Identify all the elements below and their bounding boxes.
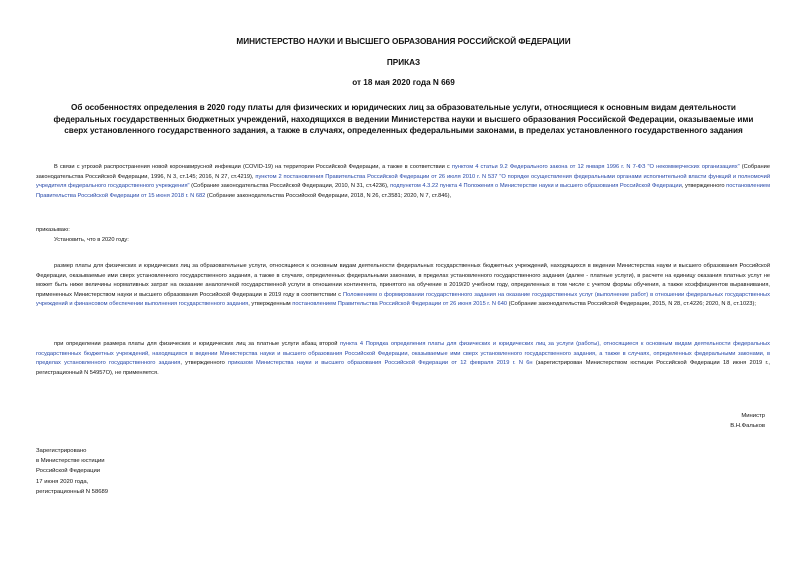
item-2-paragraph	[36, 340, 770, 378]
item-1-text-3: (Собрание законодательства Российской Федерации, 2015, N 28, ст.4226; 2020, N 8, ст.1023);	[507, 301, 756, 308]
link-resolution-682[interactable]: постановлением Правительства Российской Федерации от 15 июня 2018 г. N 682	[36, 183, 770, 199]
doc-type: ПРИКАЗ	[386, 58, 421, 67]
ministry-title: МИНИСТЕРСТВО НАУКИ И ВЫСШЕГО ОБРАЗОВАНИЯ РОССИЙСКОЙ ФЕДЕРАЦИИ	[236, 37, 571, 46]
doc-date-number: от 18 мая 2020 года N 669	[352, 78, 455, 87]
registration-line-2: в Министерстве юстиции	[36, 458, 105, 465]
registration-line-4: 17 июня 2020 года,	[36, 478, 89, 485]
item-2-text-3: (зарегистрирован Министерством юстиции Российской Федерации 18 июня 2019 г., регистрационный N 54957О), не применяется.	[36, 360, 770, 376]
establish-line: Установить, что в 2020 году:	[54, 237, 129, 243]
link-federal-law-7fz[interactable]: пунктом 4 статьи 9.2 Федерального закона от 12 января 1996 г. N 7-ФЗ "О некоммерческих организациях"	[451, 164, 740, 170]
signature-name: В.Н.Фальков	[730, 423, 765, 429]
link-regulation-state-task[interactable]: Положением о формировании государственного задания на оказание государственных услуг (выполнение работ) в отношении федеральных государственных учреждений и финансовом обеспечении выполнения государственного задания	[36, 291, 770, 308]
preamble-text-1: В связи с угрозой распространения новой коронавирусной инфекции (COVID-19) на территории Российской Федерации, а также в соответствии с	[54, 164, 452, 170]
preamble-paragraph	[36, 163, 770, 201]
registration-block	[36, 446, 108, 497]
registration-line-3: Российской Федерации	[36, 468, 101, 475]
preamble-text-5: (Собрание законодательства Российской Федерации, 2018, N 26, ст.3581; 2020, N 7, ст.846),	[205, 192, 452, 199]
item-1-paragraph	[36, 262, 770, 310]
registration-line-5: регистрационный N 58689	[36, 488, 109, 495]
registration-line-1: Зарегистрировано	[36, 448, 87, 454]
link-resolution-537[interactable]: пунктом 2 постановления Правительства Российской Федерации от 26 июля 2010 г. N 537 "О порядке осуществления федеральными органами исполнительной власти функций и полномочий учредителя федерального государственного учреждения"	[36, 173, 770, 190]
signature-title: Министр	[741, 413, 765, 419]
item-2-text-1: при определении размера платы для физических и юридических лиц за платные услуги абзац второй	[54, 341, 340, 347]
signature-block	[730, 411, 765, 431]
link-order-6n[interactable]: приказом Министерства науки и высшего образования Российской Федерации от 12 февраля 2019 г. N 6н	[228, 360, 533, 367]
doc-subject: Об особенностях определения в 2020 году платы для физических и юридических лиц за образовательные услуги, относящиеся к основным видам деятельности федеральных государственных бюджетных учреждений, находящихся в ведении Министерства науки и высшего образования Российской Федерации, оказываемые ими сверх установленного государственного задания, а также в случаях, определенных федеральными законами, в пределах установленного государственного задания	[53, 103, 754, 136]
item-2-text-2: , утвержденного	[180, 360, 229, 367]
link-resolution-640[interactable]: постановлением Правительства Российской Федерации от 26 июня 2015 г. N 640	[292, 301, 508, 308]
item-1-text-1: размер платы для физических и юридических лиц за образовательные услуги, относящиеся к основным видам деятельности федеральных государственных бюджетных учреждений, находящихся в ведении Министерства науки и высшего образования Российской Федерации, оказываемые ими сверх установленного государственного задания, а также в случаях, определенных федеральными законами, в пределах установленного государственного задания (далее - платные услуги), в расчете на единицу оказания платных услуг не может быть ниже величины нормативных затрат на оказание аналогичной государственной услуги в отношении контингента, принятого на обучение в 2019/20 учебном году, определенных в том числе с учетом формы обучения, а также коэффициентов выравнивания, примененных Министерством науки и высшего образования Российской Федерации в 2019 году в соответствии с	[36, 263, 770, 298]
link-ministry-regulation[interactable]: подпунктом 4.3.22 пункта 4 Положения о Министерстве науки и высшего образования Российской Федерации	[390, 183, 682, 190]
preamble-text-4: , утвержденного	[681, 183, 727, 190]
item-1-text-2: , утвержденным	[248, 301, 293, 308]
preamble-text-2: (Собрание законодательства Российской Федерации, 1996, N 3, ст.145; 2016, N 27, ст.4219),	[36, 164, 770, 180]
order-word: приказываю:	[36, 227, 70, 233]
preamble-text-3: (Собрание законодательства Российской Федерации, 2010, N 31, ст.4236),	[189, 183, 391, 190]
link-payment-procedure[interactable]: пункта 4 Порядка определения платы для физических и юридических лиц за услуги (работы), относящиеся к основным видам деятельности федеральных государственных бюджетных учреждений, находящихся в ведении Министерства науки и высшего образования Российской Федерации, оказываемые ими сверх установленного государственного задания, а также в случаях, определенных федеральными законами, в пределах установленного государственного задания	[36, 341, 770, 367]
